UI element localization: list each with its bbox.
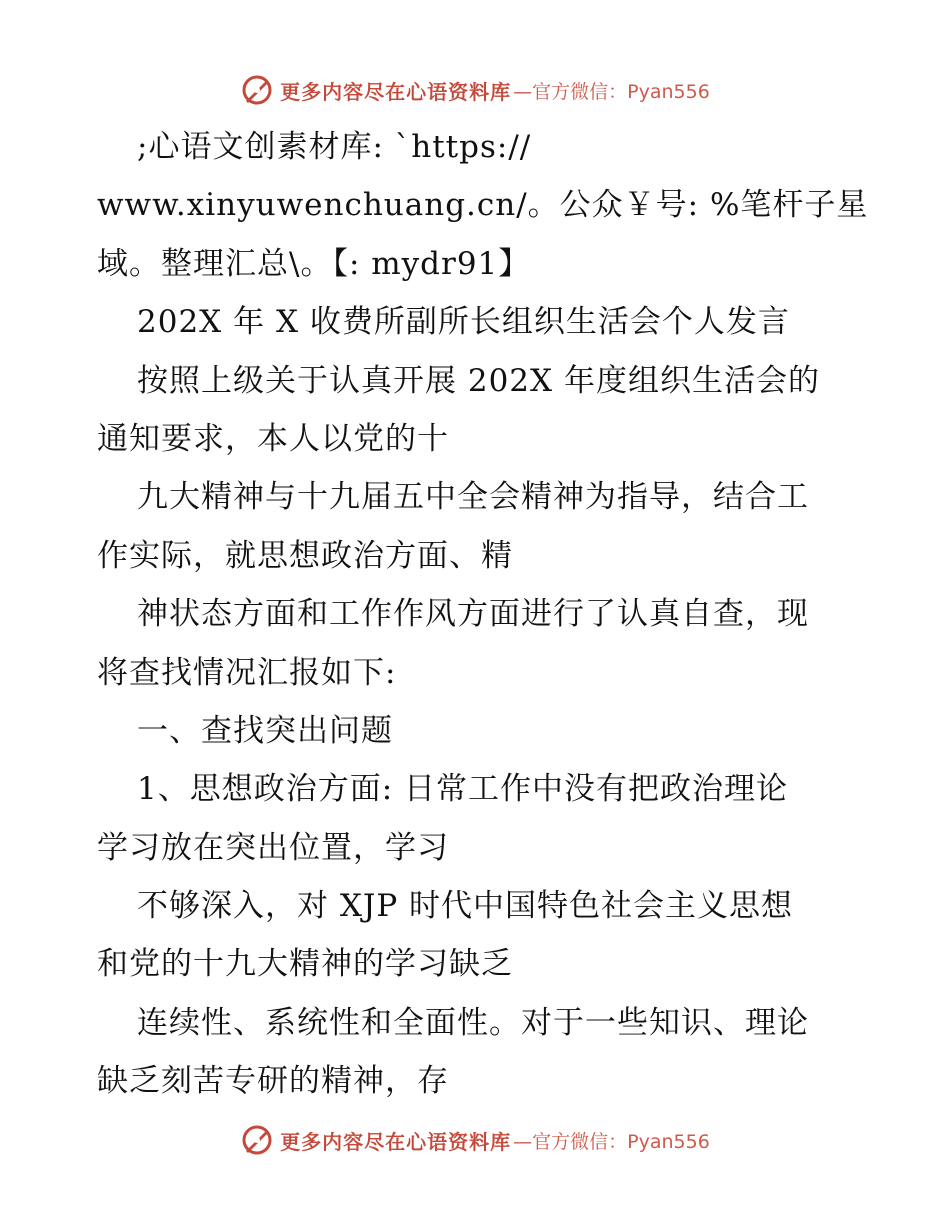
text-line: ;心语文创素材库: `https:// [137,129,532,165]
text-line: 缺乏刻苦专研的精神，存 [97,1063,449,1100]
document-title: 202X 年 X 收费所副所长组织生活会个人发言 [137,304,790,341]
text-line: 1、思想政治方面: 日常工作中没有把政治理论 [137,771,789,808]
text-line: www.xinyuwenchuang.cn/。公众￥号: %笔杆子星 [97,187,869,224]
header-banner [0,70,950,110]
header-brand-text: 更多内容尽在心语资料库 [280,79,512,104]
text-line: 按照上级关于认真开展 202X 年度组织生活会的 [137,362,820,399]
footer-banner [0,1120,950,1160]
text-line: 通知要求，本人以党的十 [97,420,449,457]
document-body [97,118,869,1111]
section-heading: 一、查找突出问题 [137,712,393,749]
text-line: 神状态方面和工作作风方面进行了认真自查，现 [137,596,809,633]
footer-brand-text: 更多内容尽在心语资料库 [280,1129,512,1154]
text-line: 作实际，就思想政治方面、精 [97,537,513,574]
text-line: 不够深入，对 XJP 时代中国特色社会主义思想 [137,888,794,925]
text-line: 学习放在突出位置，学习 [97,829,449,866]
header-contact-text: —官方微信：Pyan556 [513,80,710,103]
text-line: 九大精神与十九届五中全会精神为指导，结合工 [137,479,809,516]
pen-logo-icon [240,1123,274,1157]
text-line: 域。整理汇总\。【: mydr91】 [97,245,531,282]
text-line: 和党的十九大精神的学习缺乏 [97,946,513,983]
footer-contact-text: —官方微信：Pyan556 [513,1130,710,1153]
text-line: 连续性、系统性和全面性。对于一些知识、理论 [137,1004,809,1041]
pen-logo-icon [240,73,274,107]
text-line: 将查找情况汇报如下: [97,654,397,691]
